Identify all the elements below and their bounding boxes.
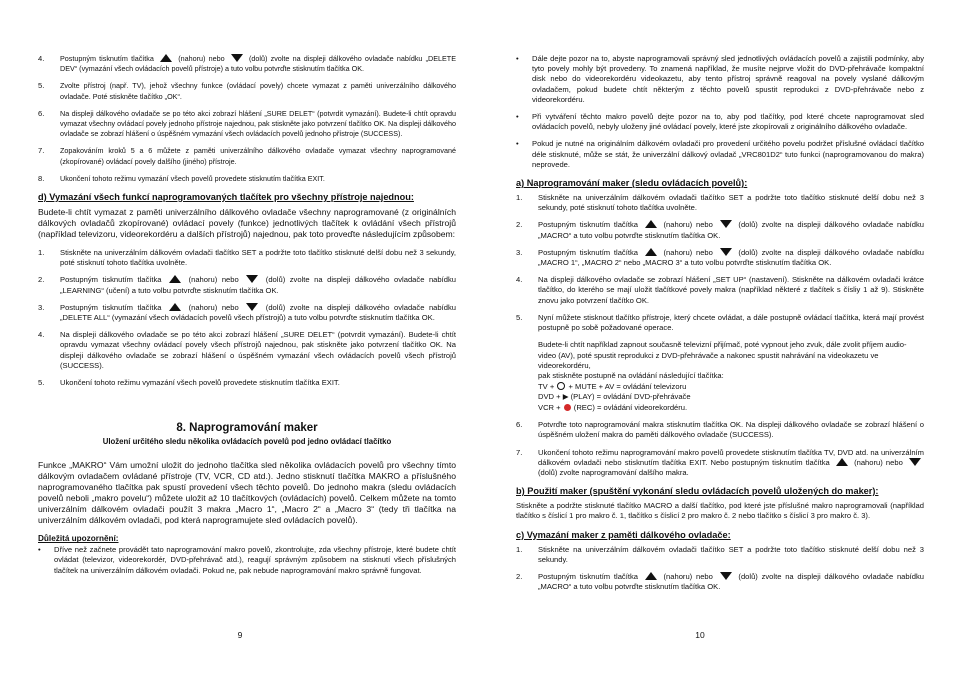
text-run: Postupným tisknutím tlačítka (60, 54, 158, 63)
text-run: (dolů) zvolte naprogramování dalšího makra. (538, 467, 689, 477)
text-run: Stiskněte na univerzálním dálkovém ovladači tlačítko SET a podržte toto tlačítko stisknuté delší dobu než 3 sekundy. (538, 544, 924, 564)
bullet-item (516, 54, 924, 105)
step-number: 1. (516, 193, 523, 203)
step-item (38, 109, 456, 140)
text-run: (dolů) zvolte na displeji dálkového ovladače nabídku „DELETE ALL“ (vymazání všech ovládacích povelů všech přístrojů) a tuto volbu potvrďte stisknutím tlačítka OK. (60, 302, 456, 323)
down-arrow-icon (246, 275, 258, 283)
step-text (538, 572, 924, 592)
bullet-dot: • (516, 54, 519, 63)
chapter-subtitle: Uložení určitého sledu několika ovládacích povelů pod jedno ovládací tlačítko (102, 437, 392, 447)
text-run: (dolů) zvolte na displeji dálkového ovladače nabídku „MACRO“ a tuto volbu potvrďte stisknutím tlačítka OK. (538, 220, 924, 240)
page-number-right: 10 (695, 630, 705, 640)
step-number: 5. (516, 312, 523, 322)
section-c-steps (516, 545, 924, 593)
text-run: Postupným tisknutím tlačítka (60, 302, 167, 312)
step-item (38, 303, 456, 323)
text-run: (PLAY) = ovládání DVD-přehrávače (568, 392, 691, 402)
up-arrow-icon (645, 572, 657, 580)
step-text (60, 303, 456, 323)
bullet-item (516, 112, 924, 132)
text-run: TV + (538, 381, 557, 391)
step-text (538, 420, 924, 440)
step-item (38, 54, 456, 74)
section-c-title: c) Vymazání maker z paměti dálkového ovladače: (516, 529, 731, 540)
text-run: Na displeji dálkového ovladače se po této akci zobrazí hlášení „SURE DELET“ (potvrdit vymazání). Budete-li chtít opravdu vymazat všechny ovládací povely jednoho přístroje najednou, pak stiskněte jako potvrzení tlačítko OK. Na displeji dálkového ovladače se zobrazí hlášení o úspěšném vymazání všech ovládacích povelů jednoho přístroje (SUCCESS). (60, 108, 456, 139)
dvd-sequence (538, 392, 924, 402)
example-line: pak stiskněte postupně na ovládání následující tlačítka: (538, 371, 724, 381)
text-run: Ukončení tohoto režimu vymazání všech povelů provedete stisknutím tlačítka EXIT. (60, 378, 340, 388)
step-item (38, 378, 456, 388)
step-text (538, 193, 924, 213)
step-item (38, 81, 456, 101)
text-run: (dolů) zvolte na displeji dálkového ovladače nabídku „MACRO 1“, „MACRO 2“ nebo „MACRO 3“ a tuto volbu potvrďte stisknutím tlačítka OK. (538, 247, 924, 268)
step-item (516, 313, 924, 333)
section-a-title: a) Naprogramování maker (sledu ovládacích povelů): (516, 178, 748, 189)
step-item (38, 275, 456, 295)
step-number: 4. (516, 275, 523, 285)
text-run: Zopakováním kroků 5 a 6 můžete z paměti univerzálního dálkového ovladače vymazat všechny naprogramované (zkopírované) ovládací povely dalšího (jiného) přístroje. (60, 146, 456, 166)
step-number: 8. (38, 173, 45, 183)
down-arrow-icon (246, 303, 258, 311)
text-run: (dolů) zvolte na displeji dálkového ovladače nabídku „LEARNING“ (učení) a tuto volbu potvrďte stisknutím tlačítka OK. (60, 275, 456, 295)
step-item (516, 448, 924, 479)
step-number: 5. (38, 81, 45, 91)
step-text (60, 146, 456, 166)
text-run: (nahoru) nebo (175, 54, 228, 63)
macro-notes-list (516, 54, 924, 170)
chapter-title: 8. Naprogramování maker (176, 422, 318, 435)
up-arrow-icon (645, 220, 657, 228)
step-number: 1. (38, 248, 45, 258)
text-run: DVD + (538, 392, 563, 402)
step-text (60, 378, 456, 388)
step-number: 6. (516, 420, 523, 430)
down-arrow-icon (720, 248, 732, 256)
down-arrow-icon (720, 220, 732, 228)
text-run: Nyní můžete stisknout tlačítko přístroje, který chcete ovládat, a dále postupně ovládací tlačítka, která mají provést postupně po sobě požadované operace. (538, 312, 924, 333)
down-arrow-icon (909, 458, 921, 466)
text-run: VCR + (538, 402, 563, 412)
step-item (516, 248, 924, 268)
left-top-steps (38, 54, 456, 184)
step-item (38, 146, 456, 166)
text-run: (dolů) zvolte na displeji dálkového ovladače nabídku „MACRO“ a tuto volbu potvrďte stisknutím tlačítka OK. (538, 571, 924, 592)
step-text (60, 330, 456, 371)
up-arrow-icon (160, 54, 172, 62)
step-number: 4. (38, 330, 45, 340)
note-title: Důležitá upozornění: (38, 534, 119, 544)
step-number: 2. (38, 275, 45, 285)
text-run: Ukončení tohoto režimu naprogramování makro povelů provedete stisknutím tlačítka TV, DVD atd. na univerzálním dálkovém ovladači nebo stisknutím tlačítka EXIT. Nebo postupným tisknutím tlačítka (538, 447, 924, 467)
up-arrow-icon (645, 248, 657, 256)
record-icon (564, 404, 571, 411)
step-text (60, 275, 456, 295)
step-text (538, 448, 924, 479)
page-number-left: 9 (237, 630, 243, 640)
chapter-intro: Funkce „MAKRO“ Vám umožní uložit do jednoho tlačítka sled několika ovládacích povelů pro všechny tímto dálkovým ovladačem ovládané přístroje (TV, VCR, CD atd.). Jedno stisknutí tlačítka MAKRO a příslušného naprogramovaného tlačítka pak spustí provedení všech těchto povelů. Do jednoho makra (sledu ovládacích povelů neboli „makro povelu“) můžete uložit až 10 tlačítkových (ovládacích) povelů. Celkem můžete na tomto univerzálním dálkovém ovladači použít 3 makra „Macro 1“, „Macro 2“ a „Macro 3“ (tedy tři tlačítka na univerzálním dálkovém ovladači, pod která naprogramujete sled ovládacích povelů). (38, 460, 456, 526)
text-run: Stiskněte na univerzálním dálkovém ovladači tlačítko SET a podržte toto tlačítko stisknuté delší dobu než 3 sekundy, poté stisknutí tohoto tlačítka uvolněte. (60, 248, 456, 268)
power-icon (557, 382, 565, 390)
section-b-text: Stiskněte a podržte stisknuté tlačítko MACRO a další tlačítko, pod které jste příslušné makro naprogramovali (například tlačítko s číslicí 1 pro makro č. 1, tlačítko s číslicí 2 pro makro č. 2 nebo tlačítko s číslicí 3 pro makro č. 3). (516, 501, 924, 521)
bullet-text: Dále dejte pozor na to, abyste naprogramovali správný sled jednotlivých ovládacích povelů a zajistili podmínky, aby tyto povely mohly být provedeny. To znamená například, že musíte nejprve vložit do DVD-přehrávače kompaktní disk nebo do videorekordéru videokazetu, aby tento přístroj správně reagoval na povely vyslané dálkovým ovladačem, pokud budete chtít některým z těchto povelů spustit reprodukci z DVD-přehrávače nebo z videorekordéru. (532, 54, 924, 104)
step-text (538, 275, 924, 306)
text-run: (nahoru) nebo (659, 571, 717, 581)
step-number: 2. (516, 571, 523, 581)
step-item (38, 174, 456, 184)
step-number: 6. (38, 108, 45, 118)
text-run: Postupným tisknutím tlačítka (538, 571, 642, 581)
bullet-item (38, 545, 456, 576)
section-a-steps-cont (516, 420, 924, 478)
bullet-dot: • (516, 139, 519, 149)
text-run: (nahoru) nebo (184, 302, 244, 312)
text-run: Potvrďte toto naprogramování makra stisknutím tlačítka OK. Na displeji dálkového ovladače se zobrazí hlášení o úspěšném uložení makra do paměti dálkového ovladače (SUCCESS). (538, 420, 924, 440)
step-text (538, 545, 924, 565)
vcr-sequence (538, 403, 924, 413)
text-run: Na displeji dálkového ovladače se po této akci zobrazí hlášení „SURE DELET“ (potvrdit vymazání). Budete-li chtít opravdu vymazat všechny ovládací povely všech přístrojů najednou, pak stiskněte jako potvrzení tlačítko OK. Na displeji dálkového ovladače se zobrazí hlášení o úspěšném vymazání všech ovládacích povelů všech přístrojů (SUCCESS). (60, 330, 456, 370)
text-run: Postupným tisknutím tlačítka (538, 247, 642, 257)
text-run: Postupným tisknutím tlačítka (60, 275, 167, 285)
step-number: 3. (38, 302, 45, 312)
section-d-title: d) Vymazání všech funkcí naprogramovaných tlačítek pro všechny přístroje najednou: (38, 192, 414, 203)
bullet-dot: • (38, 545, 41, 555)
bullet-text: Při vytváření těchto makro povelů dejte pozor na to, aby pod tlačítky, pod které chcete naprogramovat sled ovládacích povelů, nebyly uloženy jiné ovládací povely, které jste zkopírovali z originálního dálkového ovladače. (532, 112, 924, 132)
text-run: (nahoru) nebo (659, 247, 717, 257)
tv-sequence (538, 382, 924, 392)
down-arrow-icon (231, 54, 243, 62)
step-text (538, 248, 924, 268)
step-text (60, 54, 456, 74)
step-item (516, 545, 924, 565)
up-arrow-icon (169, 303, 181, 311)
step-text (60, 109, 456, 140)
text-run: (REC) = ovládání videorekordéru. (571, 402, 688, 412)
step-number: 7. (38, 146, 45, 156)
example-block (516, 340, 924, 413)
text-run: Na displeji dálkového ovladače se zobrazí hlášení „SET UP“ (nastavení). Stiskněte na dálkovém ovladači krátce tlačítko, do kterého se mají uložit tlačítkové povely makra (například některé z tlačítek s čísliy 1 až 9). Stiskněte znovu jako potvrzení tlačítko OK. (538, 275, 924, 305)
step-item (38, 330, 456, 371)
page-right (480, 0, 960, 674)
step-number: 2. (516, 220, 523, 230)
bullet-dot: • (516, 112, 519, 122)
down-arrow-icon (720, 572, 732, 580)
section-d-steps (38, 248, 456, 388)
step-number: 4. (38, 54, 45, 63)
step-text (60, 174, 456, 184)
step-item (516, 275, 924, 306)
bullet-text: Dříve než začnete provádět tato naprogramování makro povelů, zkontrolujte, zda všechny přístroje, které budete chtít ovládat (televizor, videorekordér, DVD-přehrávač atd.), reagují správným způsobem na stisknutí všech příslušných tlačítek na univerzálním dálkovém ovladači. Pokud ne, pak nebude naprogramování makro správně fungovat. (54, 545, 456, 575)
bullet-text: Pokud je nutné na originálním dálkovém ovladači pro provedení určitého povelu podržet příslušné ovládací tlačítko déle stisknuté, může se stát, že univerzální dálkový ovladač „VRC801D2“ tuto funkci (naprogramovanou do makra) neprovede. (532, 139, 924, 169)
text-run: Ukončení tohoto režimu vymazání všech povelů provedete stisknutím tlačítka EXIT. (60, 173, 325, 183)
text-run: Zvolte přístroj (např. TV), jehož všechny funkce (ovládací povely) chcete vymazat z paměti univerzálního dálkového ovladače. Poté stiskněte tlačítko „OK“. (60, 81, 456, 101)
note-list (38, 545, 456, 576)
step-text (60, 248, 456, 268)
step-number: 3. (516, 247, 523, 257)
bullet-item (516, 139, 924, 170)
section-a-steps (516, 193, 924, 333)
step-item (516, 420, 924, 440)
play-icon: ▶ (562, 392, 569, 402)
step-number: 1. (516, 544, 523, 554)
step-number: 5. (38, 378, 45, 388)
text-run: (nahoru) nebo (850, 457, 906, 467)
step-text (538, 220, 924, 240)
step-item (516, 193, 924, 213)
step-text (60, 81, 456, 101)
text-run: Stiskněte na univerzálním dálkovém ovladači tlačítko SET a podržte toto tlačítko stisknuté delší dobu než 3 sekundy, poté stisknutí tohoto tlačítka uvolněte. (538, 193, 924, 213)
step-item (516, 220, 924, 240)
text-run: (dolů) zvolte na displeji dálkového ovladače nabídku „DELETE DEV“ (vymazání všech ovládacích povelů přístroje) a tuto volbu potvrďte stisknutím tlačítka OK. (60, 54, 456, 74)
example-intro: Budete-li chtít například zapnout současně televizní přijímač, poté vypnout jeho zvuk, dále zvolit příjem audio-video (AV), poté spustit reprodukci z DVD-přehrávače a nakonec spustit nahrávání na videokazetu ve videorekordéru, (538, 340, 907, 371)
section-d-intro: Budete-li chtít vymazat z paměti univerzálního dálkového ovladače všechny naprogramované (z originálních dálkových ovladačů zkopírované) ovládací povely (funkce) jednotlivých tlačítek k ovládání všech přístrojů (například televizoru, videorekordéru a dalších přístrojů) najednou, pak toto proveďte následujícím způsobem: (38, 207, 456, 240)
text-run: Postupným tisknutím tlačítka (538, 220, 642, 230)
step-text (538, 313, 924, 333)
step-item (516, 572, 924, 592)
text-run: + MUTE + AV = ovládání televizoru (566, 381, 687, 391)
step-item (38, 248, 456, 268)
step-number: 7. (516, 447, 523, 457)
section-b-title: b) Použití maker (spuštění vykonání sledu ovládacích povelů uložených do maker): (516, 486, 879, 497)
up-arrow-icon (836, 458, 848, 466)
text-run: (nahoru) nebo (184, 275, 244, 285)
up-arrow-icon (169, 275, 181, 283)
text-run: (nahoru) nebo (659, 220, 717, 230)
